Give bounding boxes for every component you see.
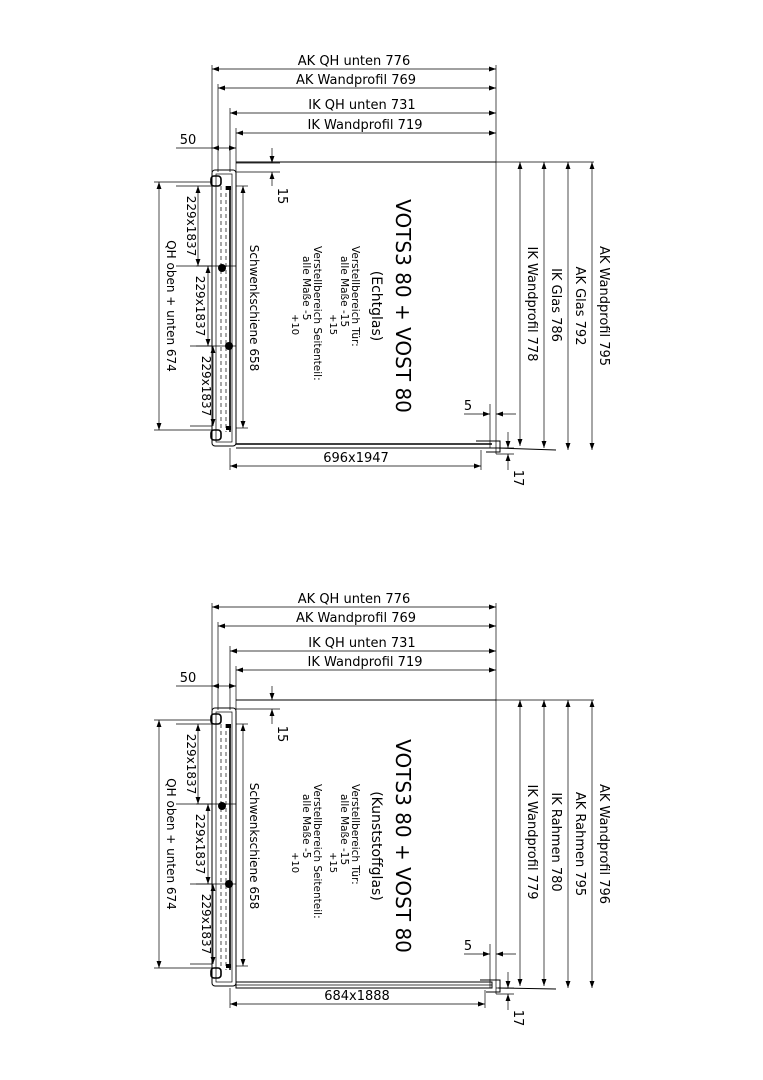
drawing-echtglas [154, 54, 611, 486]
dim-ak-wandprofil: AK Wandprofil 769 [295, 73, 417, 88]
drawing-kunststoffglas [154, 592, 611, 1026]
dim-glass-panel-a: 229x1837 [184, 733, 198, 795]
dim-50: 50 [179, 133, 197, 148]
dim-ik-wandprofil: IK Wandprofil 719 [307, 655, 423, 670]
dim-ak-qh-unten: AK QH unten 776 [297, 54, 411, 69]
vdim-4: AK Wandprofil 795 [596, 245, 611, 367]
vdim-1: IK Wandprofil 778 [524, 246, 539, 362]
vdim-1: IK Wandprofil 779 [524, 784, 539, 900]
vdim-2: IK Glas 786 [548, 268, 563, 342]
range-door-neg: alle Maße -15 [338, 256, 350, 328]
range-door-label: Verstellbereich Tür: [349, 784, 361, 885]
dim-17: 17 [510, 469, 525, 487]
dim-17: 17 [510, 1009, 525, 1027]
range-side-label: Verstellbereich Seitenteil: [311, 784, 323, 919]
dim-door: 684x1888 [324, 989, 390, 1004]
dim-schwenkschiene: Schwenkschiene 658 [247, 244, 261, 372]
dim-qh-oben-unten: QH oben + unten 674 [164, 240, 178, 372]
range-side-pos: +10 [289, 314, 300, 336]
dim-5: 5 [463, 939, 473, 954]
range-door-neg: alle Maße -15 [338, 794, 350, 866]
dim-5: 5 [463, 399, 473, 414]
dim-ak-wandprofil: AK Wandprofil 769 [295, 611, 417, 626]
dim-50: 50 [179, 671, 197, 686]
dim-schwenkschiene: Schwenkschiene 658 [247, 782, 261, 910]
glass-type: (Kunststoffglas) [368, 791, 384, 901]
vdim-3: AK Rahmen 795 [572, 791, 587, 897]
dim-glass-panel-b: 229x1837 [193, 275, 207, 337]
range-door-pos: +15 [327, 852, 338, 874]
range-side-pos: +10 [289, 852, 300, 874]
product-title: VOTS3 80 + VOST 80 [391, 739, 415, 953]
dim-ak-qh-unten: AK QH unten 776 [297, 592, 411, 607]
range-door-label: Verstellbereich Tür: [349, 246, 361, 347]
vdim-4: AK Wandprofil 796 [596, 783, 611, 905]
dim-glass-panel-a: 229x1837 [184, 195, 198, 257]
dim-door: 696x1947 [323, 451, 389, 466]
dim-15: 15 [274, 187, 289, 205]
dim-ik-qh-unten: IK QH unten 731 [308, 636, 416, 651]
range-side-neg: alle Maße -5 [300, 794, 312, 859]
dim-15: 15 [274, 725, 289, 743]
range-side-neg: alle Maße -5 [300, 256, 312, 321]
dim-glass-panel-c: 229x1837 [199, 893, 213, 955]
product-title: VOTS3 80 + VOST 80 [391, 199, 415, 413]
dim-qh-oben-unten: QH oben + unten 674 [164, 778, 178, 910]
dim-glass-panel-c: 229x1837 [199, 355, 213, 417]
range-side-label: Verstellbereich Seitenteil: [311, 246, 323, 381]
range-door-pos: +15 [327, 314, 338, 336]
glass-type: (Echtglas) [368, 270, 384, 342]
dim-glass-panel-b: 229x1837 [193, 813, 207, 875]
dim-ik-qh-unten: IK QH unten 731 [308, 98, 416, 113]
dim-ik-wandprofil: IK Wandprofil 719 [307, 118, 423, 133]
vdim-2: IK Rahmen 780 [548, 792, 563, 892]
vdim-3: AK Glas 792 [572, 266, 587, 346]
